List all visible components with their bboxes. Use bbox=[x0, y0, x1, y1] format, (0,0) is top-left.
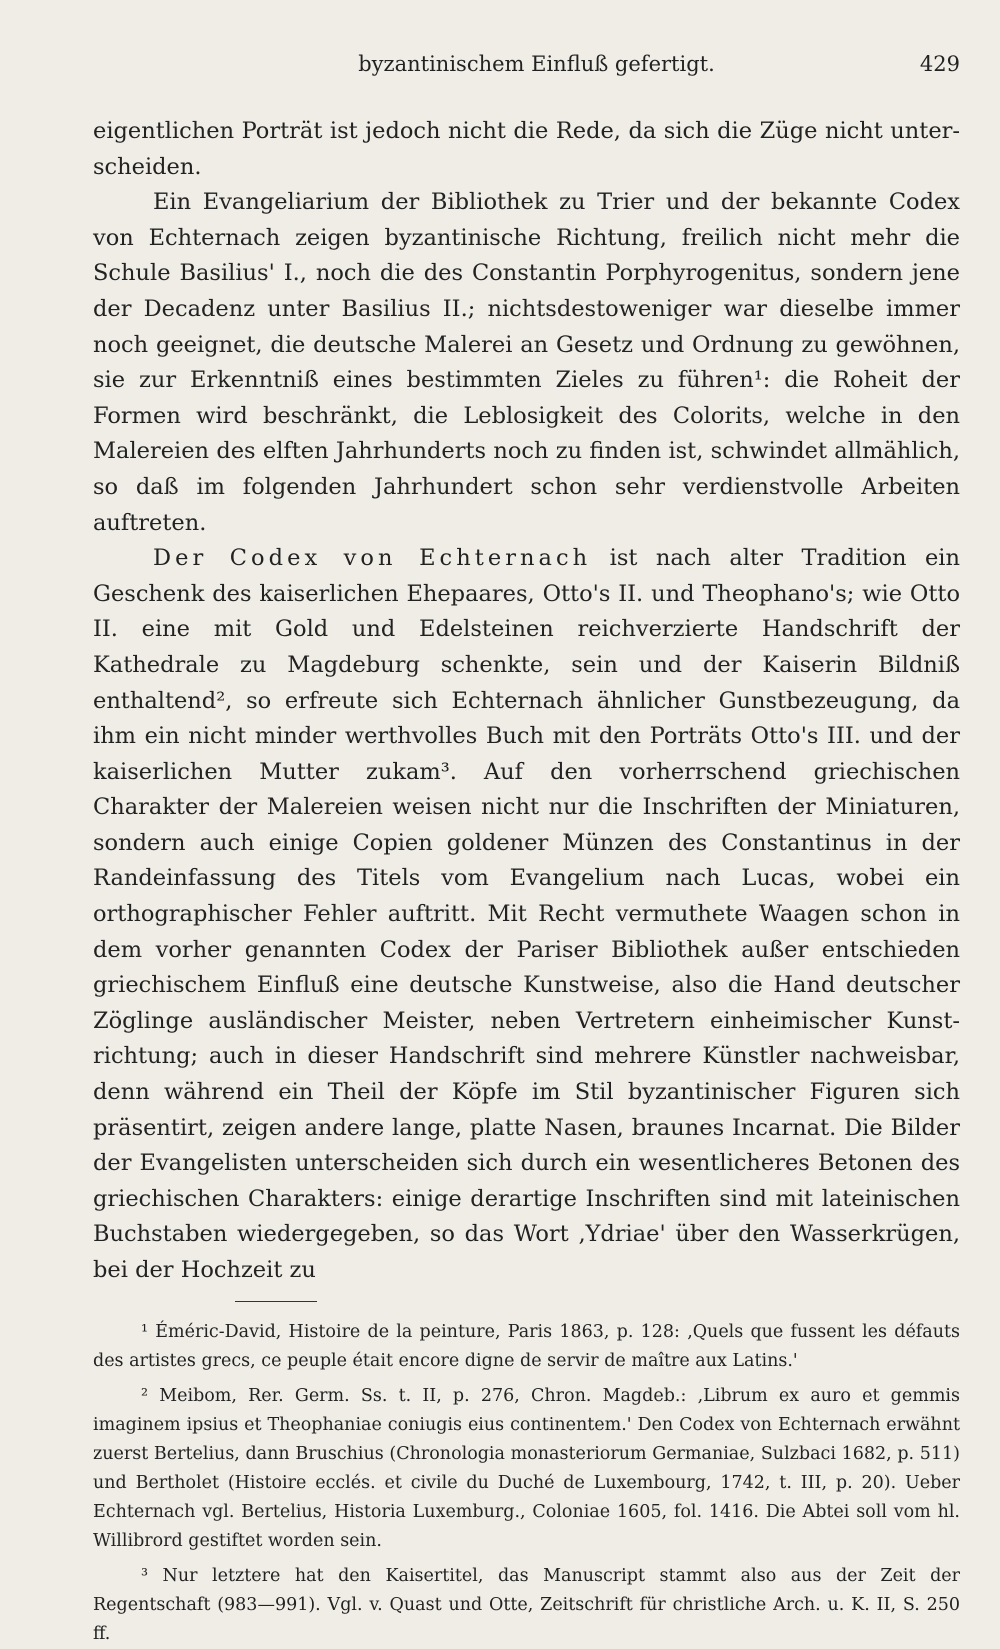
main-text bbox=[93, 114, 960, 1289]
page-number: 429 bbox=[919, 52, 960, 76]
footnote-rule bbox=[235, 1301, 317, 1302]
paragraph-3-text: ist nach alter Tradition ein Geschenk des kaiserlichen Ehepaares, Otto's II. und Theophano's; wie Otto II. eine mit Gold und Edelsteinen reichverzierte Handschrift der Kathedrale zu Magdeburg schenkte, sein und der Kaiserin Bildniß enthaltend², so erfreute sich Echternach ähnlicher Gunstbezeugung, da ihm ein nicht minder werthvolles Buch mit den Porträts Otto's III. und der kaiserlichen Mutter zukam³. Auf den vorherrschend griechischen Charakter der Malereien weisen nicht nur die Inschriften der Miniaturen, sondern auch einige Copien goldener Münzen des Constantinus in der Randeinfassung des Titels vom Evangelium nach Lucas, wobei ein orthographischer Fehler auftritt. Mit Recht vermuthete Waagen schon in dem vorher genannten Codex der Pariser Bibliothek außer entschieden griechischem Einfluß eine deutsche Kunstweise, also die Hand deutscher Zöglinge ausländischer Meister, neben Vertretern einheimischer Kunstrichtung; auch in dieser Handschrift sind mehrere Künstler nachweisbar, denn während ein Theil der Köpfe im Stil byzantinischer Figuren sich präsentirt, zeigen andere lange, platte Nasen, braunes Incarnat. Die Bilder der Evangelisten unterscheiden sich durch ein wesentlicheres Betonen des griechischen Charakters: einige derartige Inschriften sind mit lateinischen Buchstaben wiedergegeben, so das Wort ‚Ydriae' über den Wasserkrügen, bei der Hochzeit zu bbox=[93, 545, 960, 1283]
paragraph-2: Ein Evangeliarium der Bibliothek zu Trier und der bekannte Codex von Echternach zeigen byzantinische Richtung, freilich nicht mehr die Schule Basilius' I., noch die des Constantin Porphyrogenitus, sondern jene der Decadenz unter Basilius II.; nichtsdestoweniger war dieselbe immer noch geeignet, die deutsche Malerei an Gesetz und Ordnung zu gewöhnen, sie zur Erkenntniß eines bestimmten Zieles zu führen¹: die Roheit der Formen wird beschränkt, die Leblosigkeit des Colorits, welche in den Malereien des elften Jahrhunderts noch zu finden ist, schwindet allmählich, so daß im folgenden Jahrhundert schon sehr verdienstvolle Arbeiten auftreten. bbox=[93, 189, 960, 536]
running-title: byzantinischem Einfluß gefertigt. bbox=[358, 52, 715, 76]
footnote-2: ² Meibom, Rer. Germ. Ss. t. II, p. 276, Chron. Magdeb.: ‚Librum ex auro et gemmis imaginem ipsius et Theophaniae coniugis eius continentem.' Den Codex von Echternach erwähnt zuerst Bertelius, dann Bruschius (Chronologia monasteriorum Germaniae, Sulzbaci 1682, p. 511) und Bertholet (Histoire ecclés. et civile du Duché de Luxembourg, 1742, t. III, p. 20). Ueber Echternach vgl. Bertelius, Historia Luxemburg., Coloniae 1605, fol. 1416. Die Abtei soll vom hl. Willibrord gestiftet worden sein. bbox=[93, 1385, 960, 1551]
paragraph-1: eigentlichen Porträt ist jedoch nicht die Rede, da sich die Züge nicht unterscheiden. bbox=[93, 118, 960, 180]
paragraph-3 bbox=[93, 541, 960, 1288]
spaced-emphasis: Der Codex von Echternach bbox=[153, 545, 592, 572]
footnote-3: ³ Nur letztere hat den Kaisertitel, das Manuscript stammt also aus der Zeit der Regentschaft (983—991). Vgl. v. Quast und Otte, Zeitschrift für christliche Arch. u. K. II, S. 250 ff. bbox=[93, 1565, 960, 1644]
footnotes bbox=[93, 1318, 960, 1649]
page-header bbox=[93, 52, 960, 92]
footnote-1: ¹ Éméric-David, Histoire de la peinture, Paris 1863, p. 128: ‚Quels que fussent les défauts des artistes grecs, ce peuple était encore digne de servir de maître aux Latins.' bbox=[93, 1321, 960, 1371]
